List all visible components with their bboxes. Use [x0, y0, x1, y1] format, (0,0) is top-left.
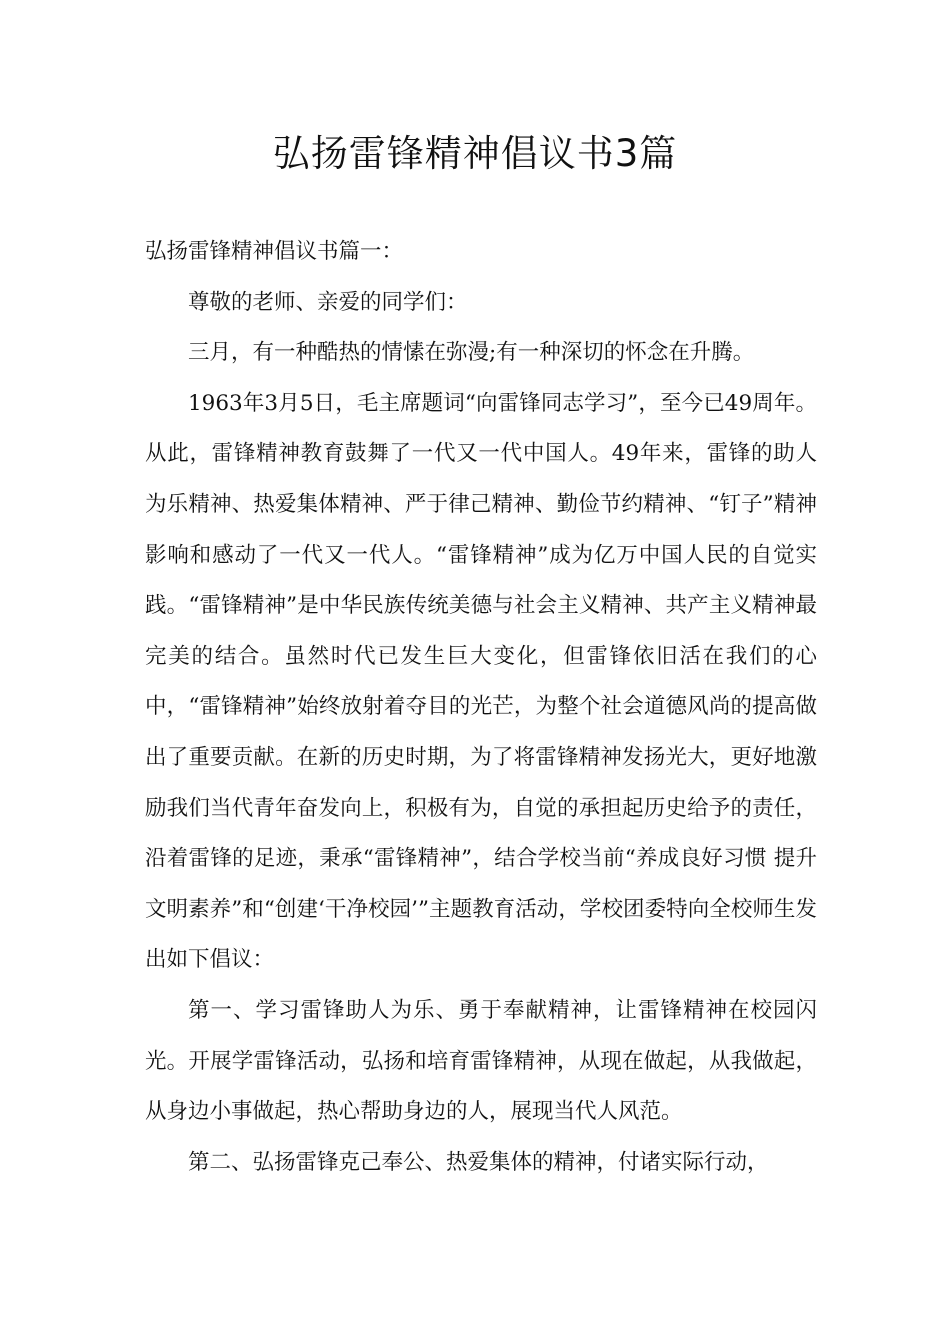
section-heading: 弘扬雷锋精神倡议书篇一：	[145, 239, 404, 264]
paragraph: 尊敬的老师、亲爱的同学们：	[188, 289, 468, 315]
paragraph: 三月，有一种酷热的情愫在弥漫;有一种深切的怀念在升腾。	[188, 340, 755, 366]
document-body	[145, 227, 817, 1188]
document-title: 弘扬雷锋精神倡议书3篇	[272, 132, 678, 175]
paragraph: 1963年3月5日，毛主席题词“向雷锋同志学习”，至今已49周年。从此，雷锋精神教育鼓舞了一代又一代中国人。49年来，雷锋的助人为乐精神、热爱集体精神、严于律己精神、勤俭节约精神、“钉子”精神影响和感动了一代又一代人。“雷锋精神”成为亿万中国人民的自觉实践。“雷锋精神”是中华民族传统美德与社会主义精神、共产主义精神最完美的结合。虽然时代已发生巨大变化，但雷锋依旧活在我们的心中，“雷锋精神”始终放射着夺目的光芒，为整个社会道德风尚的提高做出了重要贡献。在新的历史时期，为了将雷锋精神发扬光大，更好地激励我们当代青年奋发向上，积极有为，自觉的承担起历史给予的责任，沿着雷锋的足迹，秉承“雷锋精神”，结合学校当前“养成良好习惯 提升文明素养”和“创建‘干净校园’”主题教育活动，学校团委特向全校师生发出如下倡议：	[145, 390, 817, 973]
paragraph: 第一、学习雷锋助人为乐、勇于奉献精神，让雷锋精神在校园闪光。开展学雷锋活动，弘扬和培育雷锋精神，从现在做起，从我做起，从身边小事做起，热心帮助身边的人，展现当代人风范。	[145, 997, 817, 1125]
paragraph: 第二、弘扬雷锋克己奉公、热爱集体的精神，付诸实际行动，	[188, 1149, 769, 1175]
